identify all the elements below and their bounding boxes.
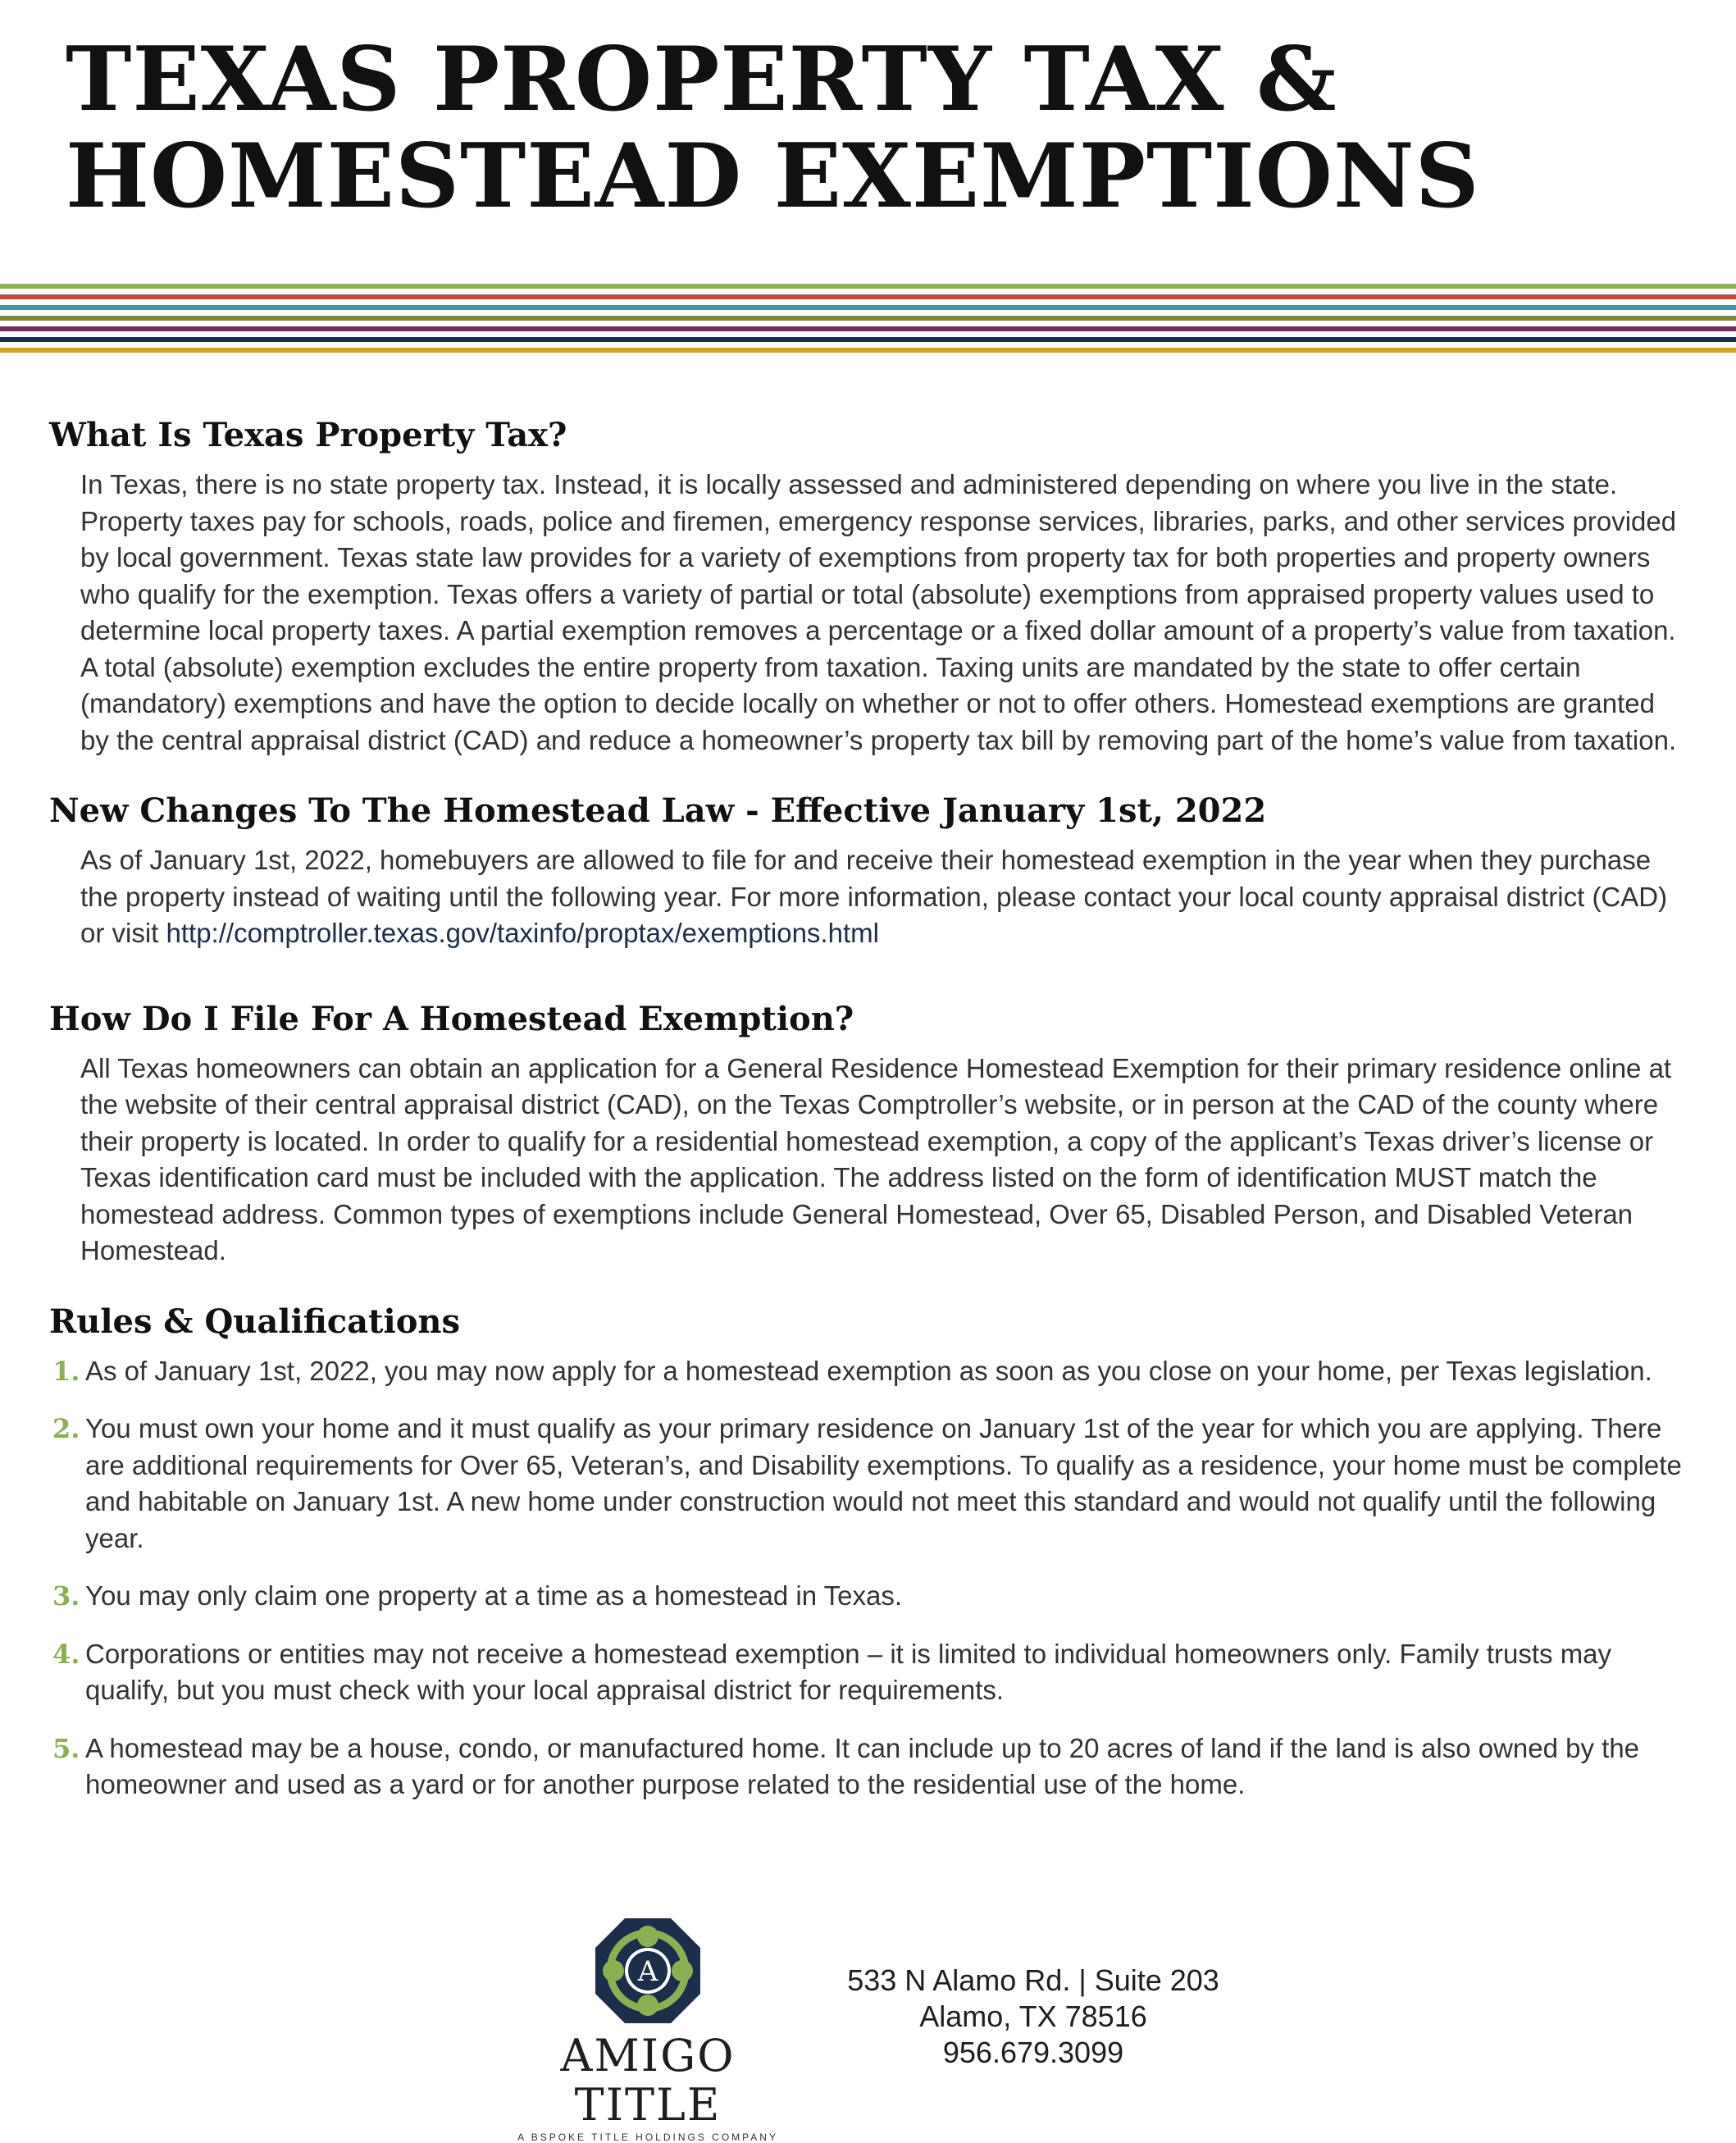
list-item (49, 1411, 1689, 1557)
section-body: All Texas homeowners can obtain an application for a General Residence Homestead Exemption for their primary residence online at the website of their central appraisal district (CAD), on the Texas Comptroller’s website, or in person at the CAD of the county where their property is located. In order to qualify for a residential homestead exemption, a copy of the applicant’s Texas driver’s license or Texas identification card must be included with the application. The address listed on the form of identification MUST match the homestead address. Common types of exemptions include General Homestead, Over 65, Disabled Person, and Disabled Veteran Homestead. (80, 1052, 1672, 1265)
svg-text:A: A (637, 1955, 658, 1988)
color-stripe (0, 326, 1736, 331)
list-item (49, 1636, 1689, 1709)
logo-wordmark: AMIGO TITLE (560, 2030, 736, 2131)
list-text: You may only claim one property at a time as a homestead in Texas. (85, 1580, 903, 1611)
color-stripe (0, 305, 1736, 310)
list-number: 3. (52, 1580, 80, 1612)
list-number: 1. (52, 1355, 80, 1387)
section-body: In Texas, there is no state property tax. Instead, it is locally assessed and administered depending on where you live in the state. Property taxes pay for schools, roads, police and firemen, emergency response services, libraries, parks, and other services provided by local government. Texas state law provides for a variety of exemptions from property tax for both properties and property owners who qualify for the exemption. Texas offers a variety of partial or total (absolute) exemptions from appraised property values used to determine local property taxes. A partial exemption removes a percentage or a fixed dollar amount of a property’s value from taxation. A total (absolute) exemption excludes the entire property from taxation. Taxing units are mandated by the state to offer certain (mandatory) exemptions and have the option to decide locally on whether or not to offer others. Homestead exemptions are granted by the central appraisal district (CAD) and reduce a homeowner’s property tax bill by removing part of the home’s value from taxation. (80, 469, 1677, 755)
list-item (49, 1353, 1689, 1390)
color-stripe (0, 316, 1736, 321)
section-what-is-property-tax (49, 414, 1689, 759)
list-item (49, 1730, 1689, 1803)
list-text: A homestead may be a house, condo, or manufactured home. It can include up to 20 acres of land if the land is also owned by the homeowner and used as a yard or for another purpose related to the residential use of the home. (85, 1732, 1640, 1799)
address-line-1: 533 N Alamo Rd. | Suite 203 (847, 1963, 1219, 1997)
main-content (49, 414, 1689, 1825)
phone-number: 956.679.3099 (942, 2036, 1124, 2069)
footer (0, 1915, 1736, 2143)
comptroller-link[interactable]: http://comptroller.texas.gov/taxinfo/proptax/exemptions.html (166, 918, 879, 948)
address-line-2: Alamo, TX 78516 (919, 1999, 1147, 2033)
list-number: 2. (52, 1413, 80, 1444)
amigo-title-logo (492, 1915, 804, 2143)
logo-emblem-icon (592, 1915, 704, 2027)
section-rules (49, 1301, 1689, 1803)
logo-tagline: A BSPOKE TITLE HOLDINGS COMPANY (517, 2132, 778, 2143)
list-item (49, 1578, 1689, 1615)
section-how-to-file (49, 998, 1689, 1270)
list-text: Corporations or entities may not receive a homestead exemption – it is limited to individual homeowners only. Family trusts may qualify, but you must check with your local appraisal district for requirements. (85, 1638, 1612, 1705)
section-heading: Rules & Qualifications (49, 1302, 460, 1341)
section-new-changes (49, 790, 1689, 952)
section-body (80, 842, 1689, 952)
color-stripe (0, 348, 1736, 353)
list-text: You must own your home and it must qualify as your primary residence on January 1st of the year for which you are applying. There are additional requirements for Over 65, Veteran’s, and Disability exemptions. To qualify as a residence, your home must be complete and habitable on January 1st. A new home under construction would not meet this standard and would not qualify until the following year. (85, 1413, 1682, 1553)
page-title: TEXAS PROPERTY TAX & HOMESTEAD EXEMPTIONS (66, 28, 1480, 228)
contact-info (820, 1963, 1246, 2071)
rules-list (49, 1353, 1689, 1803)
color-stripes (0, 284, 1736, 358)
section-heading: New Changes To The Homestead Law - Effective January 1st, 2022 (49, 791, 1267, 830)
list-number: 4. (52, 1638, 80, 1670)
list-number: 5. (52, 1732, 80, 1764)
section-heading: What Is Texas Property Tax? (49, 416, 567, 454)
list-text: As of January 1st, 2022, you may now apply for a homestead exemption as soon as you close on your home, per Texas legislation. (85, 1355, 1652, 1386)
color-stripe (0, 294, 1736, 299)
color-stripe (0, 284, 1736, 289)
section-body-text: As of January 1st, 2022, homebuyers are allowed to file for and receive their homestead exemption in the year when they purchase the property instead of waiting until the following year. For more information, please contact your local county appraisal district (CAD) or visit (80, 845, 1668, 948)
color-stripe (0, 337, 1736, 342)
section-heading: How Do I File For A Homestead Exemption? (49, 999, 854, 1038)
